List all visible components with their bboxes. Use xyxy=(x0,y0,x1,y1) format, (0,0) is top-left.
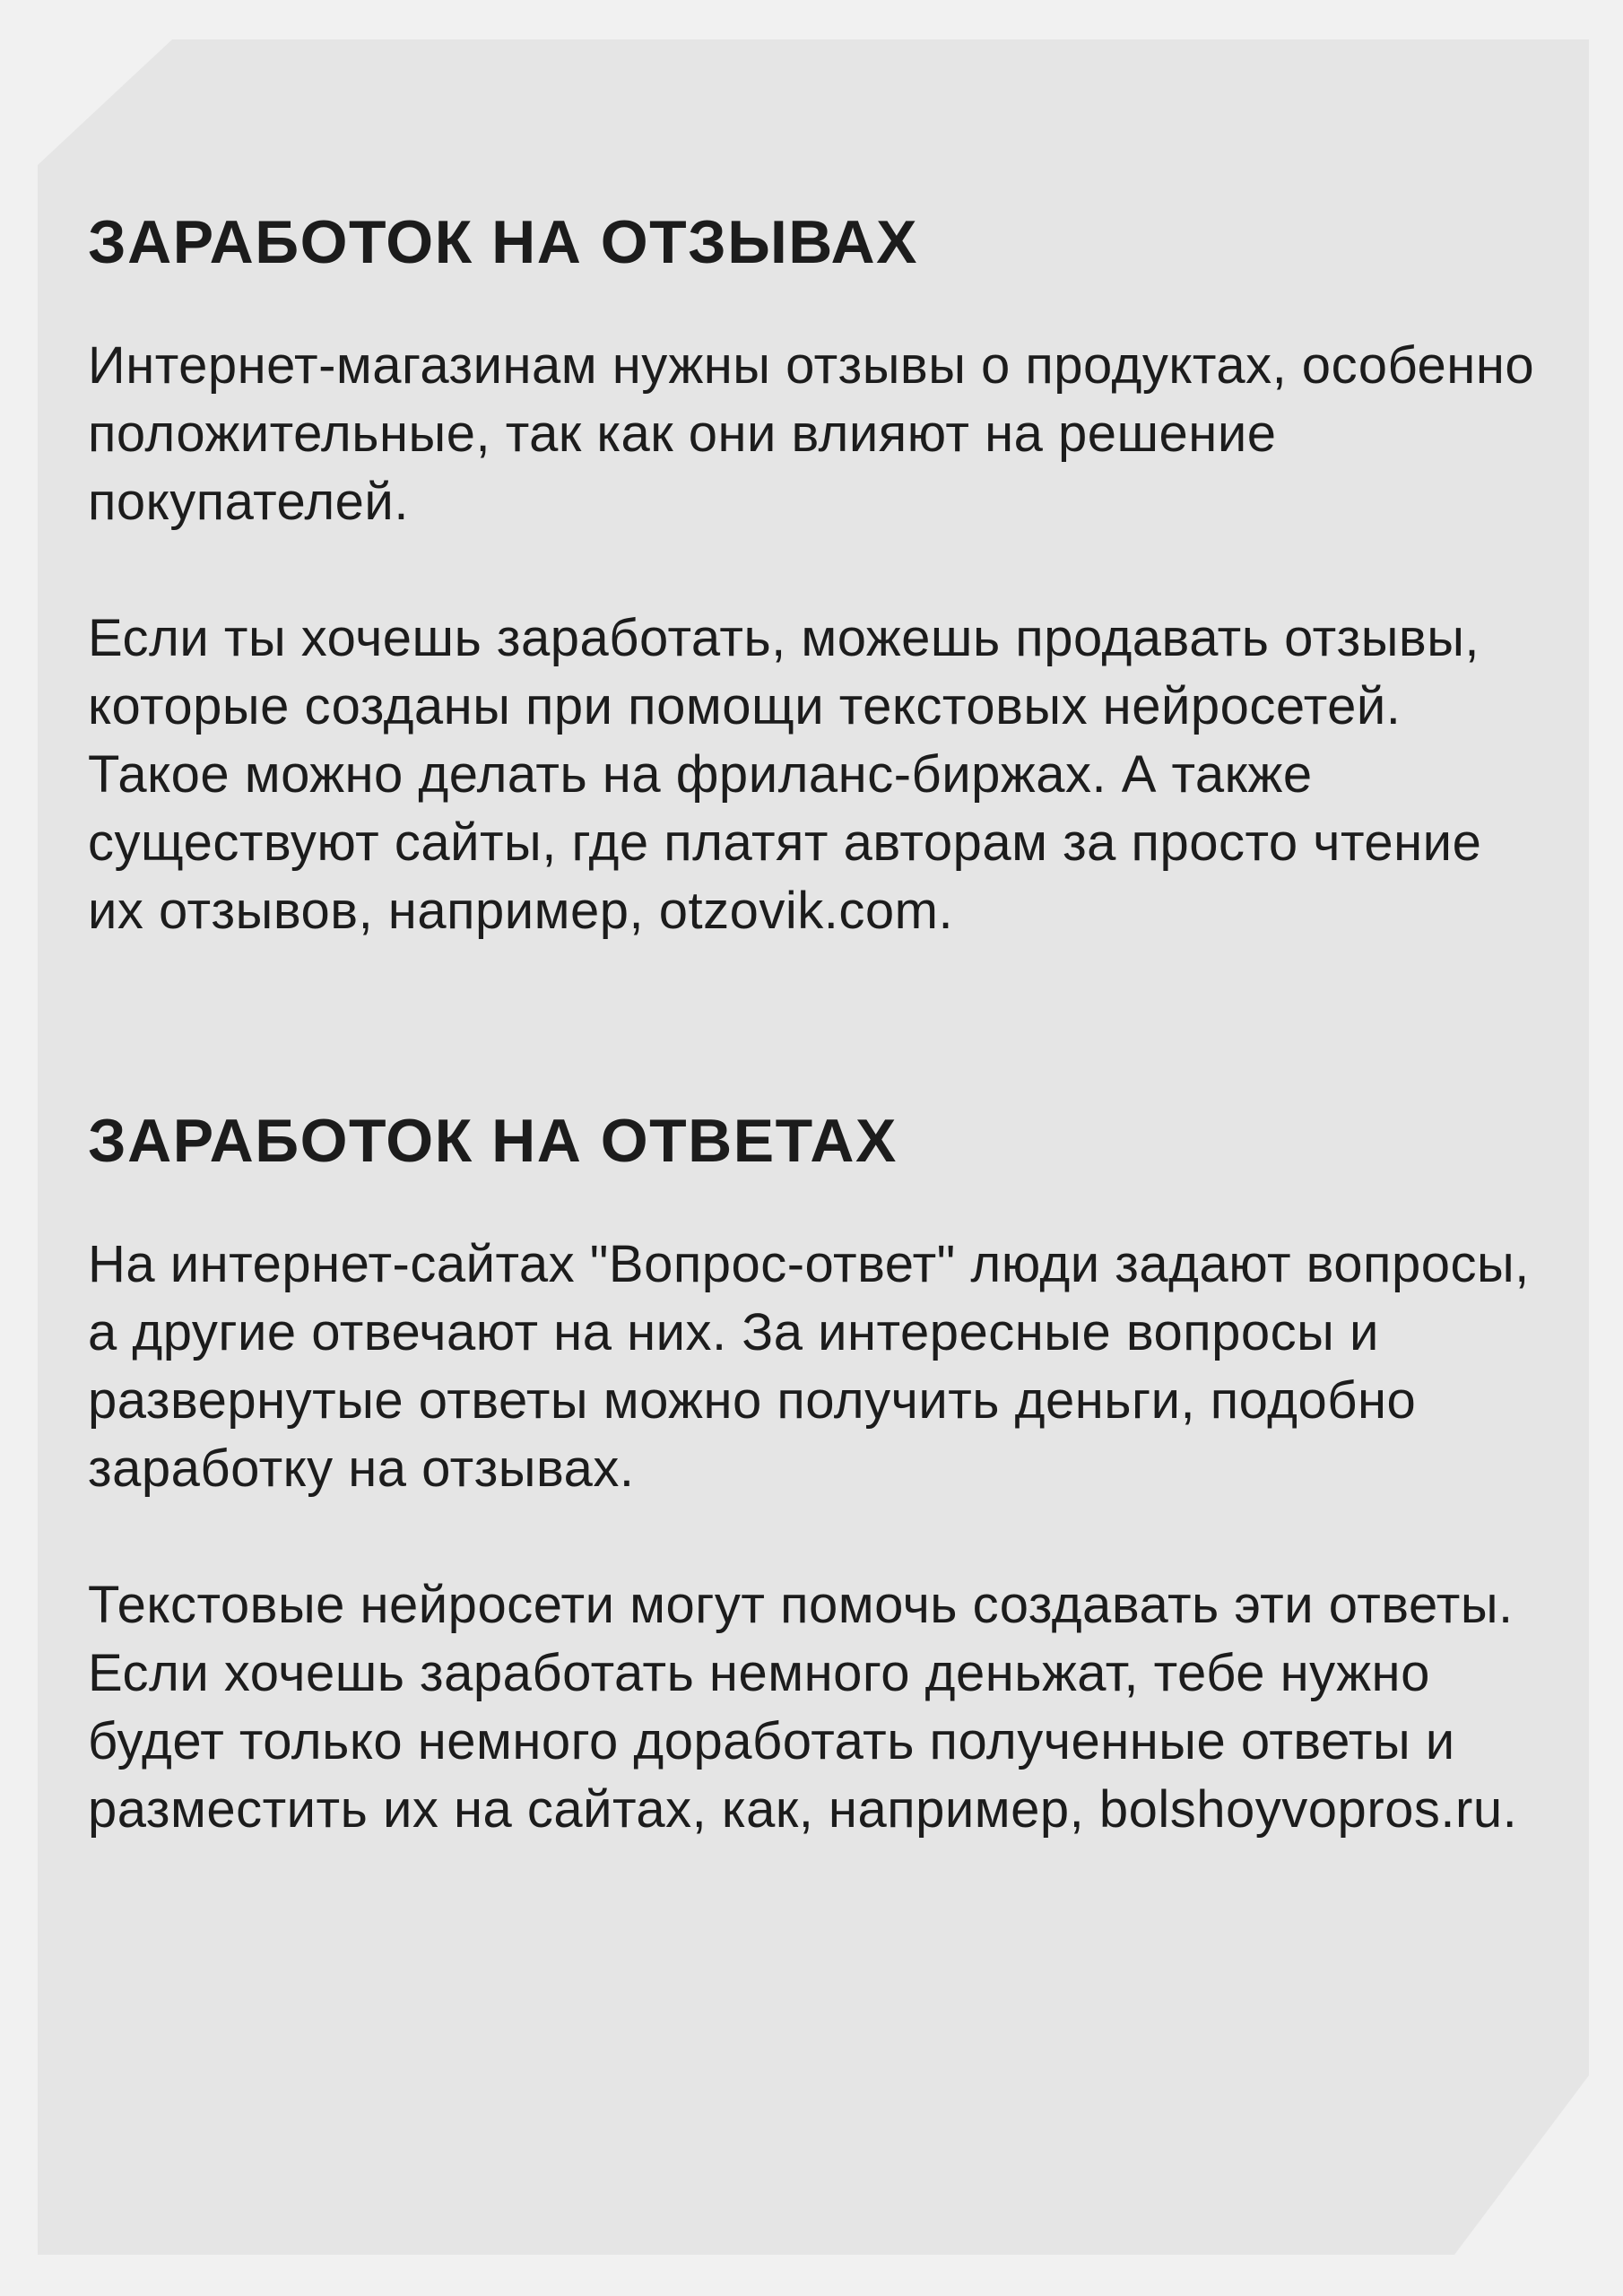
section-answers xyxy=(88,1096,1541,1844)
section-title: ЗАРАБОТОК НА ОТЗЫВАХ xyxy=(88,208,918,276)
section-reviews xyxy=(88,197,1541,945)
paragraph: Интернет-магазинам нужны отзывы о продуктах, особенно положительные, так как они влияют на решение покупателей. xyxy=(88,336,1535,531)
document-content xyxy=(88,197,1541,1844)
section-title: ЗАРАБОТОК НА ОТВЕТАХ xyxy=(88,1107,898,1175)
paragraph: Если ты хочешь заработать, можешь продавать отзывы, которые созданы при помощи текстовых нейросетей. Такое можно делать на фриланс-биржах. А также существуют сайты, где платят авторам за просто чтение их отзывов, например, otzovik.com. xyxy=(88,609,1482,940)
paragraph: На интернет-сайтах "Вопрос-ответ" люди задают вопросы, а другие отвечают на них. За интересные вопросы и развернутые ответы можно получить деньги, подобно заработку на отзывах. xyxy=(88,1235,1530,1498)
paragraph: Текстовые нейросети могут помочь создавать эти ответы. Если хочешь заработать немного деньжат, тебе нужно будет только немного доработать полученные ответы и разместить их на сайтах, как, например, bolshoyvopros.ru. xyxy=(88,1576,1518,1839)
